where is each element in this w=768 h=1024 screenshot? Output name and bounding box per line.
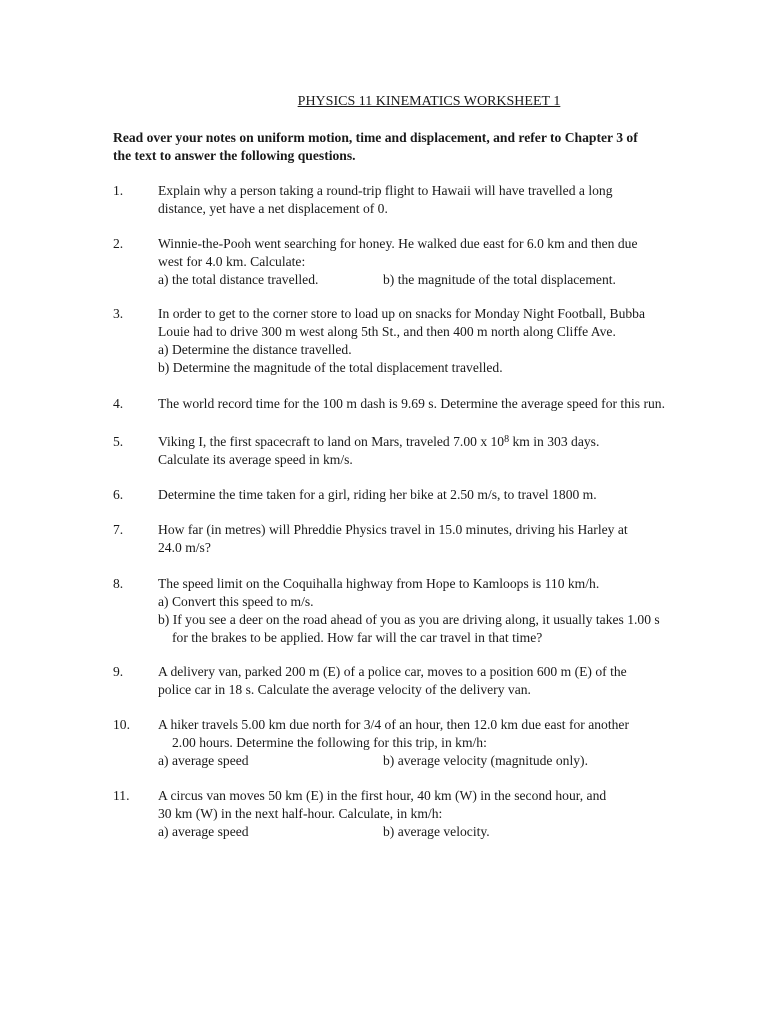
question-parts bbox=[158, 752, 758, 770]
question-text: In order to get to the corner store to load up on snacks for Monday Night Football, Bubba bbox=[158, 306, 646, 321]
question-number: 4. bbox=[113, 396, 124, 411]
question-text: 2.00 hours. Determine the following for this trip, in km/h: bbox=[172, 735, 487, 750]
part-b-continued: for the brakes to be applied. How far will the car travel in that time? bbox=[172, 630, 543, 645]
question-text: Louie had to drive 300 m west along 5th St., and then 400 m north along Cliffe Ave. bbox=[158, 324, 616, 339]
question-text: police car in 18 s. Calculate the average velocity of the delivery van. bbox=[158, 682, 531, 697]
question-number: 2. bbox=[113, 236, 124, 251]
part-b: b) average velocity (magnitude only). bbox=[383, 753, 588, 768]
question-text: Calculate its average speed in km/s. bbox=[158, 452, 353, 467]
question-text: The speed limit on the Coquihalla highway from Hope to Kamloops is 110 km/h. bbox=[158, 576, 600, 591]
question-text bbox=[158, 433, 758, 451]
question-number: 8. bbox=[113, 576, 124, 591]
question-text: A circus van moves 50 km (E) in the first hour, 40 km (W) in the second hour, and bbox=[158, 788, 607, 803]
part-a: a) average speed bbox=[158, 824, 249, 839]
question-text: A delivery van, parked 200 m (E) of a police car, moves to a position 600 m (E) of the bbox=[158, 664, 627, 679]
question-number: 7. bbox=[113, 522, 124, 537]
instructions bbox=[113, 129, 733, 165]
question-text: distance, yet have a net displacement of 0. bbox=[158, 201, 388, 216]
part-a: a) average speed bbox=[158, 753, 249, 768]
instructions-line-1: Read over your notes on uniform motion, time and displacement, and refer to Chapter 3 of bbox=[113, 130, 638, 145]
question-number: 11. bbox=[113, 788, 130, 803]
text-segment: Viking I, the first spacecraft to land on Mars, traveled 7.00 x 10 bbox=[158, 434, 505, 449]
question-text: Explain why a person taking a round-trip flight to Hawaii will have travelled a long bbox=[158, 183, 613, 198]
text-segment: km in 303 days. bbox=[509, 434, 600, 449]
question-text: west for 4.0 km. Calculate: bbox=[158, 254, 306, 269]
part-b: b) Determine the magnitude of the total displacement travelled. bbox=[158, 360, 503, 375]
question-parts bbox=[158, 823, 758, 841]
question-text: 30 km (W) in the next half-hour. Calculate, in km/h: bbox=[158, 806, 443, 821]
question-number: 5. bbox=[113, 434, 124, 449]
part-a: a) Determine the distance travelled. bbox=[158, 342, 352, 357]
question-number: 9. bbox=[113, 664, 124, 679]
question-number: 10. bbox=[113, 717, 130, 732]
question-text: 24.0 m/s? bbox=[158, 540, 211, 555]
question-text: The world record time for the 100 m dash is 9.69 s. Determine the average speed for this run. bbox=[158, 396, 665, 411]
part-a: a) Convert this speed to m/s. bbox=[158, 594, 314, 609]
part-b: b) the magnitude of the total displacement. bbox=[383, 272, 616, 287]
question-number: 3. bbox=[113, 306, 124, 321]
question-number: 6. bbox=[113, 487, 124, 502]
question-parts bbox=[158, 271, 758, 289]
part-a: a) the total distance travelled. bbox=[158, 272, 319, 287]
question-text: How far (in metres) will Phreddie Physics travel in 15.0 minutes, driving his Harley at bbox=[158, 522, 628, 537]
question-text: Determine the time taken for a girl, riding her bike at 2.50 m/s, to travel 1800 m. bbox=[158, 487, 597, 502]
part-b: b) average velocity. bbox=[383, 824, 490, 839]
page-title: PHYSICS 11 KINEMATICS WORKSHEET 1 bbox=[297, 94, 561, 109]
question-text: Winnie-the-Pooh went searching for honey. He walked due east for 6.0 km and then due bbox=[158, 236, 638, 251]
part-b: b) If you see a deer on the road ahead of you as you are driving along, it usually takes 1.00 s bbox=[158, 612, 660, 627]
question-number: 1. bbox=[113, 183, 124, 198]
question-text: A hiker travels 5.00 km due north for 3/4 of an hour, then 12.0 km due east for another bbox=[158, 717, 629, 732]
instructions-line-2: the text to answer the following questions. bbox=[113, 148, 356, 163]
exponent: 8 bbox=[504, 434, 510, 445]
